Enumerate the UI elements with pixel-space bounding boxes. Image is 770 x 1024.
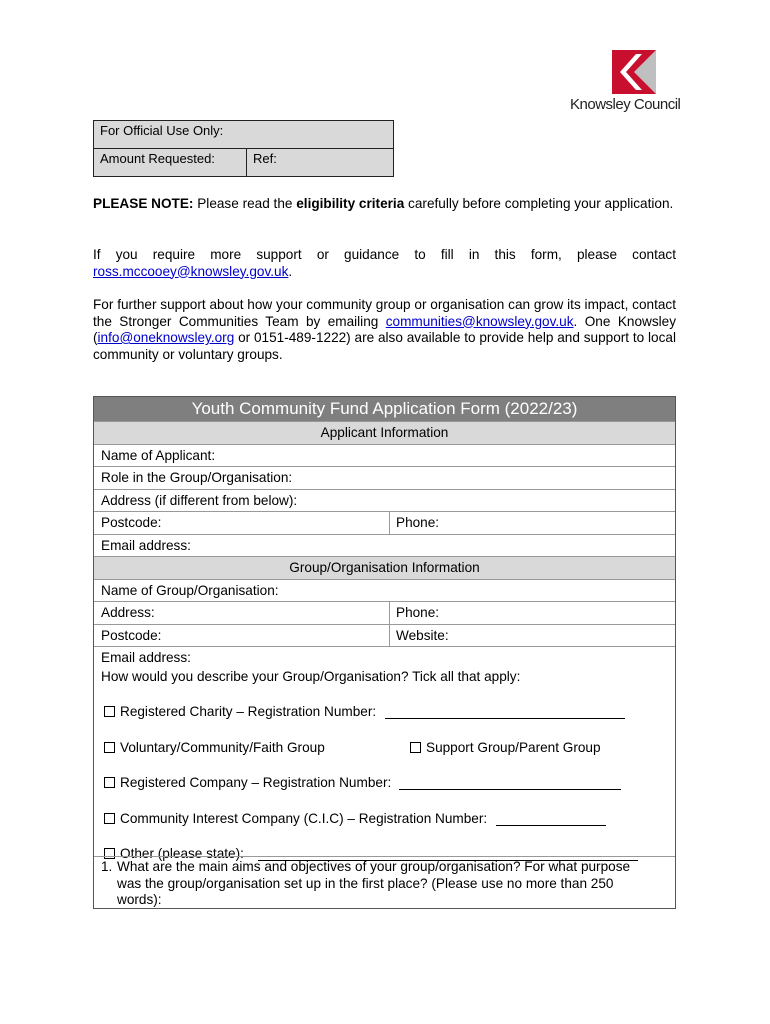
- option-support-group: [410, 738, 601, 758]
- cic-label: Community Interest Company (C.I.C) – Registration Number:: [120, 811, 488, 826]
- registered-company-checkbox[interactable]: [104, 777, 115, 788]
- describe-question: How would you describe your Group/Organisation? Tick all that apply:: [101, 669, 521, 684]
- option-registered-charity: [104, 702, 625, 722]
- name-of-applicant-field[interactable]: Name of Applicant:: [94, 444, 675, 467]
- applicant-postcode-field[interactable]: Postcode:: [101, 515, 162, 530]
- registered-charity-label: Registered Charity – Registration Number:: [120, 704, 377, 719]
- question-1-number: 1.: [101, 859, 113, 874]
- official-use-cell: For Official Use Only:: [94, 121, 394, 149]
- group-address-field[interactable]: Address:: [101, 605, 155, 620]
- oneknowsley-email-link[interactable]: info@oneknowsley.org: [97, 330, 235, 345]
- guidance-end: .: [288, 263, 293, 279]
- knowsley-logo-icon: [612, 50, 656, 94]
- group-description-section: [94, 646, 675, 861]
- support-text: or 0151-489-1222) are also available to provide help and support to local community or voluntary groups.: [93, 330, 676, 362]
- amount-requested-cell[interactable]: Amount Requested:: [94, 149, 247, 177]
- other-label: Other (please state):: [120, 846, 244, 861]
- communities-email-link[interactable]: communities@knowsley.gov.uk: [385, 313, 574, 329]
- applicant-phone-field[interactable]: Phone:: [396, 515, 440, 530]
- application-form: [93, 396, 676, 909]
- cic-checkbox[interactable]: [104, 813, 115, 824]
- voluntary-label: Voluntary/Community/Faith Group: [120, 740, 325, 755]
- charity-number-blank[interactable]: [385, 704, 625, 719]
- group-address-phone-row: [94, 601, 675, 624]
- form-title: Youth Community Fund Application Form (2022/23): [94, 397, 675, 421]
- question-1[interactable]: [94, 856, 675, 908]
- guidance-text: If you require more support or guidance to fill in this form, please contact: [93, 247, 676, 262]
- registered-charity-checkbox[interactable]: [104, 706, 115, 717]
- question-1-text: What are the main aims and objectives of your group/organisation? For what purpose was the group/organisation set up in the first place? (Please use no more than 250 words):: [117, 859, 631, 907]
- option-registered-company: [104, 773, 621, 793]
- guidance-email-link[interactable]: ross.mccooey@knowsley.gov.uk: [93, 263, 289, 279]
- registered-company-label: Registered Company – Registration Number:: [120, 775, 392, 790]
- guidance-paragraph: [93, 247, 676, 280]
- please-note-label: PLEASE NOTE:: [93, 196, 194, 211]
- note-text: carefully before completing your application.: [404, 196, 674, 211]
- address-different-field[interactable]: Address (if different from below):: [94, 489, 675, 512]
- option-voluntary: [104, 738, 325, 758]
- applicant-section-header: Applicant Information: [94, 421, 675, 444]
- group-name-field[interactable]: Name of Group/Organisation:: [94, 579, 675, 602]
- eligibility-criteria-text: eligibility criteria: [296, 196, 405, 211]
- group-postcode-website-row: [94, 624, 675, 647]
- group-postcode-field[interactable]: Postcode:: [101, 627, 162, 643]
- support-group-label: Support Group/Parent Group: [426, 740, 601, 755]
- voluntary-checkbox[interactable]: [104, 742, 115, 753]
- applicant-postcode-phone-row: [94, 511, 675, 534]
- support-text: . One Knowsley (: [93, 313, 676, 345]
- support-text: For further support about how your community group or organisation can grow its impact, contact the Stronger Communities Team by emailing: [93, 297, 676, 329]
- group-website-field[interactable]: Website:: [396, 627, 449, 643]
- cell-divider: [389, 625, 390, 647]
- group-email-field[interactable]: Email address:: [101, 650, 191, 665]
- role-field[interactable]: Role in the Group/Organisation:: [94, 466, 675, 489]
- cell-divider: [389, 512, 390, 534]
- support-group-checkbox[interactable]: [410, 742, 421, 753]
- note-text: Please read the: [193, 196, 297, 211]
- council-logo: [570, 50, 700, 120]
- company-number-blank[interactable]: [399, 775, 621, 790]
- group-phone-field[interactable]: Phone:: [396, 605, 440, 620]
- official-use-table: [93, 120, 394, 177]
- applicant-email-field[interactable]: Email address:: [94, 534, 675, 557]
- further-support-paragraph: [93, 297, 676, 363]
- cic-number-blank[interactable]: [496, 811, 606, 826]
- logo-text: Knowsley Council: [570, 96, 681, 113]
- group-section-header: Group/Organisation Information: [94, 556, 675, 579]
- cell-divider: [389, 602, 390, 624]
- please-note-paragraph: [93, 196, 676, 213]
- option-cic: [104, 809, 606, 829]
- ref-cell[interactable]: Ref:: [247, 149, 394, 177]
